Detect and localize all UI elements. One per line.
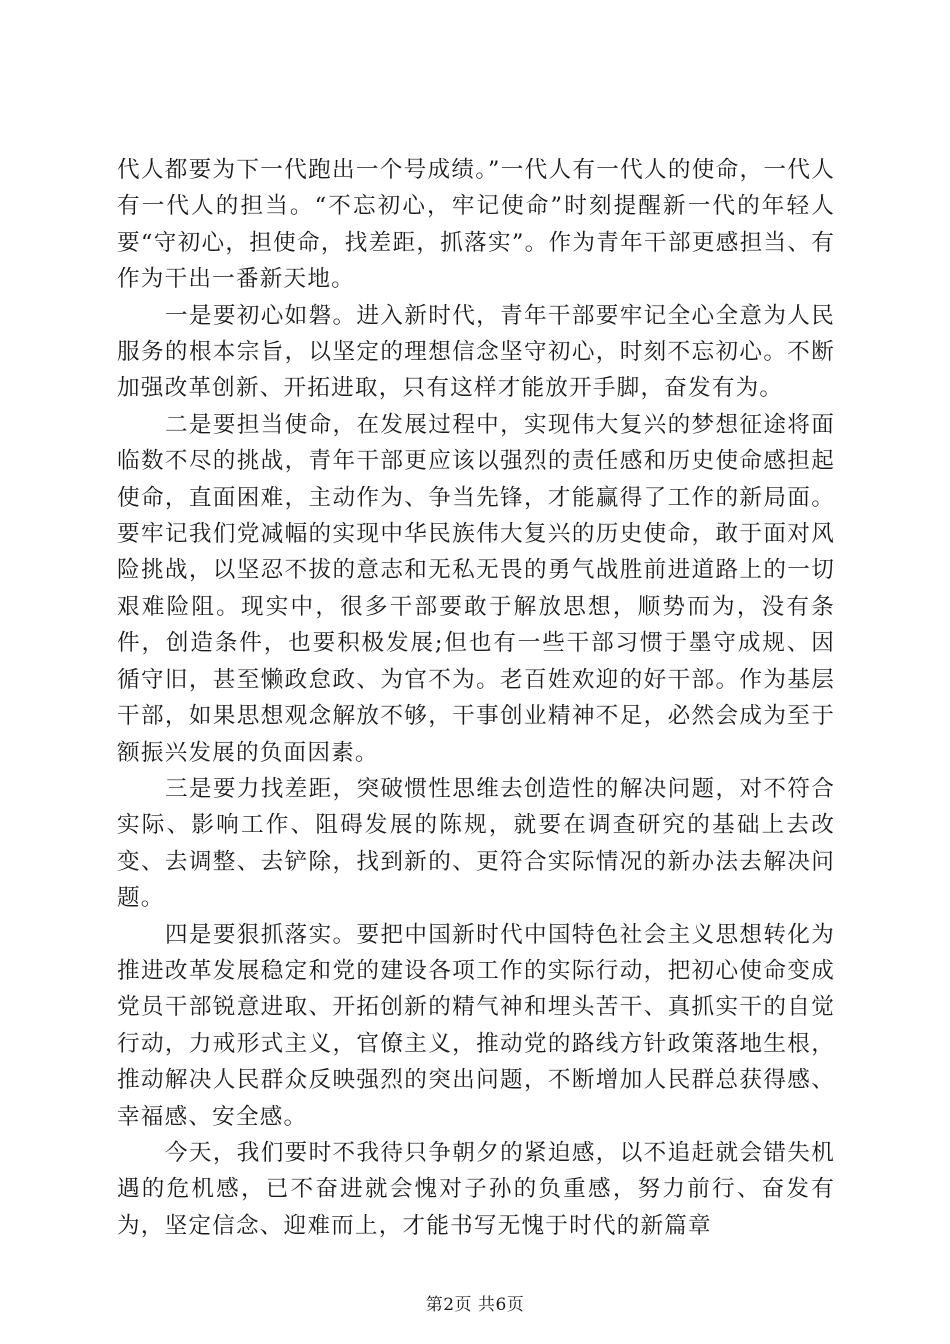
paragraph-continuation: 代人都要为下一代跑出一个号成绩。”一代人有一代人的使命，一代人有一代人的担当。“不忘初心，牢记使命”时刻提醒新一代的年轻人要“守初心，担使命，找差距，抓落实”。作为青年干部更感担当、有作为干出一番新天地。	[117, 157, 835, 293]
paragraph-conclusion: 今天，我们要时不我待只争朝夕的紧迫感，以不追赶就会错失机遇的危机感，已不奋进就会愧对子孙的负重感，努力前行、奋发有为，坚定信念、迎难而上，才能书写无愧于时代的新篇章	[117, 1139, 835, 1239]
paragraph-point-two: 二是要担当使命，在发展过程中，实现伟大复兴的梦想征途将面临数不尽的挑战，青年干部更应该以强烈的责任感和历史使命感担起使命，直面困难，主动作为、争当先锋，才能赢得了工作的新局面。要牢记我们党减幅的实现中华民族伟大复兴的历史使命，敢于面对风险挑战，以坚忍不拔的意志和无私无畏的勇气战胜前进道路上的一切艰难险阻。现实中，很多干部要敢于解放思想，顺势而为，没有条件，创造条件，也要积极发展;但也有一些干部习惯于墨守成规、因循守旧，甚至懒政怠政、为官不为。老百姓欢迎的好干部。作为基层干部，如果思想观念解放不够，干事创业精神不足，必然会成为至于额振兴发展的负面因素。	[117, 411, 835, 766]
document-body	[117, 152, 835, 1244]
paragraph-point-one: 一是要初心如磐。进入新时代，青年干部要牢记全心全意为人民服务的根本宗旨，以坚定的理想信念坚守初心，时刻不忘初心。不断加强改革创新、开拓进取，只有这样才能放开手脚，奋发有为。	[117, 302, 835, 402]
paragraph-point-three: 三是要力找差距，突破惯性思维去创造性的解决问题，对不符合实际、影响工作、阻碍发展的陈规，就要在调查研究的基础上去改变、去调整、去铲除，找到新的、更符合实际情况的新办法去解决问题。	[117, 775, 835, 912]
page-number-footer: 第2页 共6页	[425, 1295, 525, 1315]
paragraph-point-four: 四是要狠抓落实。要把中国新时代中国特色社会主义思想转化为推进改革发展稳定和党的建设各项工作的实际行动，把初心使命变成党员干部锐意进取、开拓创新的精气神和埋头苦干、真抓实干的自觉行动，力戒形式主义，官僚主义，推动党的路线方针政策落地生根，推动解决人民群众反映强烈的突出问题，不断增加人民群总获得感、幸福感、安全感。	[117, 921, 835, 1130]
